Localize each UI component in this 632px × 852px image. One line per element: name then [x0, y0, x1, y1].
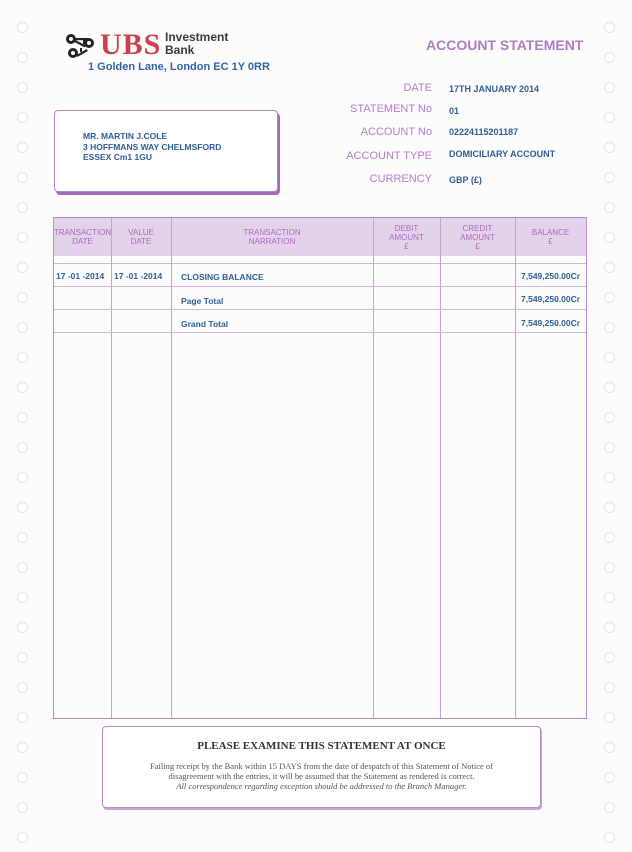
column-divider	[171, 218, 172, 718]
meta-label-account-no: ACCOUNT No	[360, 126, 432, 138]
feed-hole	[604, 142, 615, 153]
row1-balance: 7,549,250.00Cr	[521, 271, 581, 281]
feed-hole	[604, 202, 615, 213]
feed-hole	[17, 202, 28, 213]
feed-hole	[604, 382, 615, 393]
bank-name: UBS	[100, 28, 162, 61]
header-line: AMOUNT	[460, 232, 495, 242]
document-title: ACCOUNT STATEMENT	[426, 37, 584, 53]
feed-hole	[604, 442, 615, 453]
feed-hole	[17, 532, 28, 543]
column-divider	[373, 218, 374, 718]
feed-hole	[17, 742, 28, 753]
feed-hole	[17, 112, 28, 123]
feed-hole	[604, 712, 615, 723]
feed-hole	[604, 832, 615, 843]
header-transaction-date	[54, 218, 111, 256]
feed-hole	[17, 802, 28, 813]
row1-narration: CLOSING BALANCE	[181, 272, 264, 282]
feed-hole	[17, 832, 28, 843]
feed-hole	[17, 442, 28, 453]
feed-hole	[604, 532, 615, 543]
header-value-date	[111, 218, 171, 256]
row-separator	[54, 332, 586, 333]
feed-hole	[17, 322, 28, 333]
feed-hole	[604, 52, 615, 63]
column-divider	[111, 218, 112, 718]
row1-value-date: 17 -01 -2014	[114, 271, 163, 281]
header-credit	[440, 218, 515, 256]
row-separator	[54, 286, 586, 287]
feed-hole	[17, 592, 28, 603]
feed-hole	[17, 22, 28, 33]
feed-hole	[604, 682, 615, 693]
row1-transaction-date: 17 -01 -2014	[56, 271, 105, 281]
customer-name: MR. MARTIN J.COLE	[83, 131, 168, 141]
header-line: DATE	[72, 237, 93, 246]
column-divider	[515, 218, 516, 718]
feed-hole	[17, 622, 28, 633]
header-narration	[171, 218, 373, 256]
meta-value-account-no: 02224115201187	[449, 127, 519, 137]
feed-hole	[17, 352, 28, 363]
feed-hole	[17, 52, 28, 63]
header-line: TRANSACTION	[243, 228, 301, 237]
header-line: £	[548, 237, 553, 246]
meta-value-currency: GBP (£)	[449, 175, 482, 185]
feed-hole	[17, 682, 28, 693]
feed-hole	[604, 172, 615, 183]
feed-hole	[604, 112, 615, 123]
meta-label-date: DATE	[403, 82, 432, 94]
header-line: £	[404, 241, 409, 251]
row3-balance: 7,549,250.00Cr	[521, 318, 581, 328]
feed-hole	[17, 412, 28, 423]
feed-hole	[604, 742, 615, 753]
feed-hole	[604, 412, 615, 423]
bank-subtitle-line1: Investment	[165, 30, 229, 44]
feed-hole	[604, 22, 615, 33]
feed-hole	[604, 772, 615, 783]
feed-hole	[17, 262, 28, 273]
feed-hole	[604, 262, 615, 273]
header-line: VALUE	[128, 228, 154, 237]
feed-hole	[17, 172, 28, 183]
bank-subtitle-line2: Bank	[165, 43, 195, 57]
feed-hole	[604, 622, 615, 633]
feed-hole	[17, 652, 28, 663]
feed-hole	[17, 772, 28, 783]
header-line: BALANCE	[531, 228, 570, 237]
feed-hole	[604, 802, 615, 813]
feed-hole	[604, 502, 615, 513]
feed-hole	[604, 592, 615, 603]
header-line: £	[475, 241, 480, 251]
customer-address-line1: 3 HOFFMANS WAY CHELMSFORD	[83, 142, 222, 152]
feed-hole	[604, 232, 615, 243]
feed-hole	[17, 142, 28, 153]
header-line: NARRATION	[248, 237, 296, 246]
table-header-spacer	[54, 256, 586, 264]
ubs-keys-logo-icon	[62, 30, 98, 65]
meta-value-statement-no: 01	[449, 106, 460, 116]
footer-line1: Failing receipt by the Bank within 15 DAYS from the date of despatch of this Statement of Notice of	[150, 761, 493, 771]
row2-balance: 7,549,250.00Cr	[521, 294, 581, 304]
bank-subtitle	[165, 31, 228, 57]
feed-hole	[17, 472, 28, 483]
column-divider	[440, 218, 441, 718]
footer-line2: disagreement with the entries, it will be assumed that the Statement as rendered is correct.	[168, 771, 475, 781]
right-feed-holes	[601, 0, 617, 852]
feed-hole	[604, 82, 615, 93]
feed-hole	[17, 712, 28, 723]
meta-value-date: 17TH JANUARY 2014	[449, 84, 540, 94]
meta-value-account-type: DOMICILIARY ACCOUNT	[449, 149, 556, 159]
row-separator	[54, 309, 586, 310]
feed-hole	[604, 292, 615, 303]
feed-hole	[17, 562, 28, 573]
feed-hole	[17, 82, 28, 93]
meta-label-currency: CURRENCY	[369, 173, 432, 185]
header-line: DATE	[130, 237, 152, 246]
feed-hole	[604, 322, 615, 333]
header-balance	[515, 218, 586, 256]
row3-narration: Grand Total	[181, 319, 229, 329]
header-line: TRANSACTION	[53, 228, 112, 237]
left-feed-holes	[14, 0, 30, 852]
feed-hole	[604, 652, 615, 663]
meta-label-account-type: ACCOUNT TYPE	[346, 150, 432, 162]
feed-hole	[17, 502, 28, 513]
feed-hole	[604, 352, 615, 363]
feed-hole	[17, 232, 28, 243]
bank-address: 1 Golden Lane, London EC 1Y 0RR	[88, 61, 270, 73]
footer-line3: All correspondence regarding exception should be addressed to the Branch Manager.	[176, 781, 467, 791]
customer-address-line2: ESSEX Cm1 1GU	[83, 152, 152, 162]
feed-hole	[17, 292, 28, 303]
feed-hole	[604, 562, 615, 573]
footer-title: PLEASE EXAMINE THIS STATEMENT AT ONCE	[197, 740, 446, 752]
feed-hole	[604, 472, 615, 483]
header-line: AMOUNT	[389, 232, 424, 242]
feed-hole	[17, 382, 28, 393]
header-line: DEBIT	[394, 223, 419, 233]
header-line: CREDIT	[462, 223, 493, 233]
transactions-table	[53, 217, 587, 719]
header-debit	[373, 218, 440, 256]
row2-narration: Page Total	[181, 296, 224, 306]
meta-label-statement-no: STATEMENT No	[350, 103, 432, 115]
